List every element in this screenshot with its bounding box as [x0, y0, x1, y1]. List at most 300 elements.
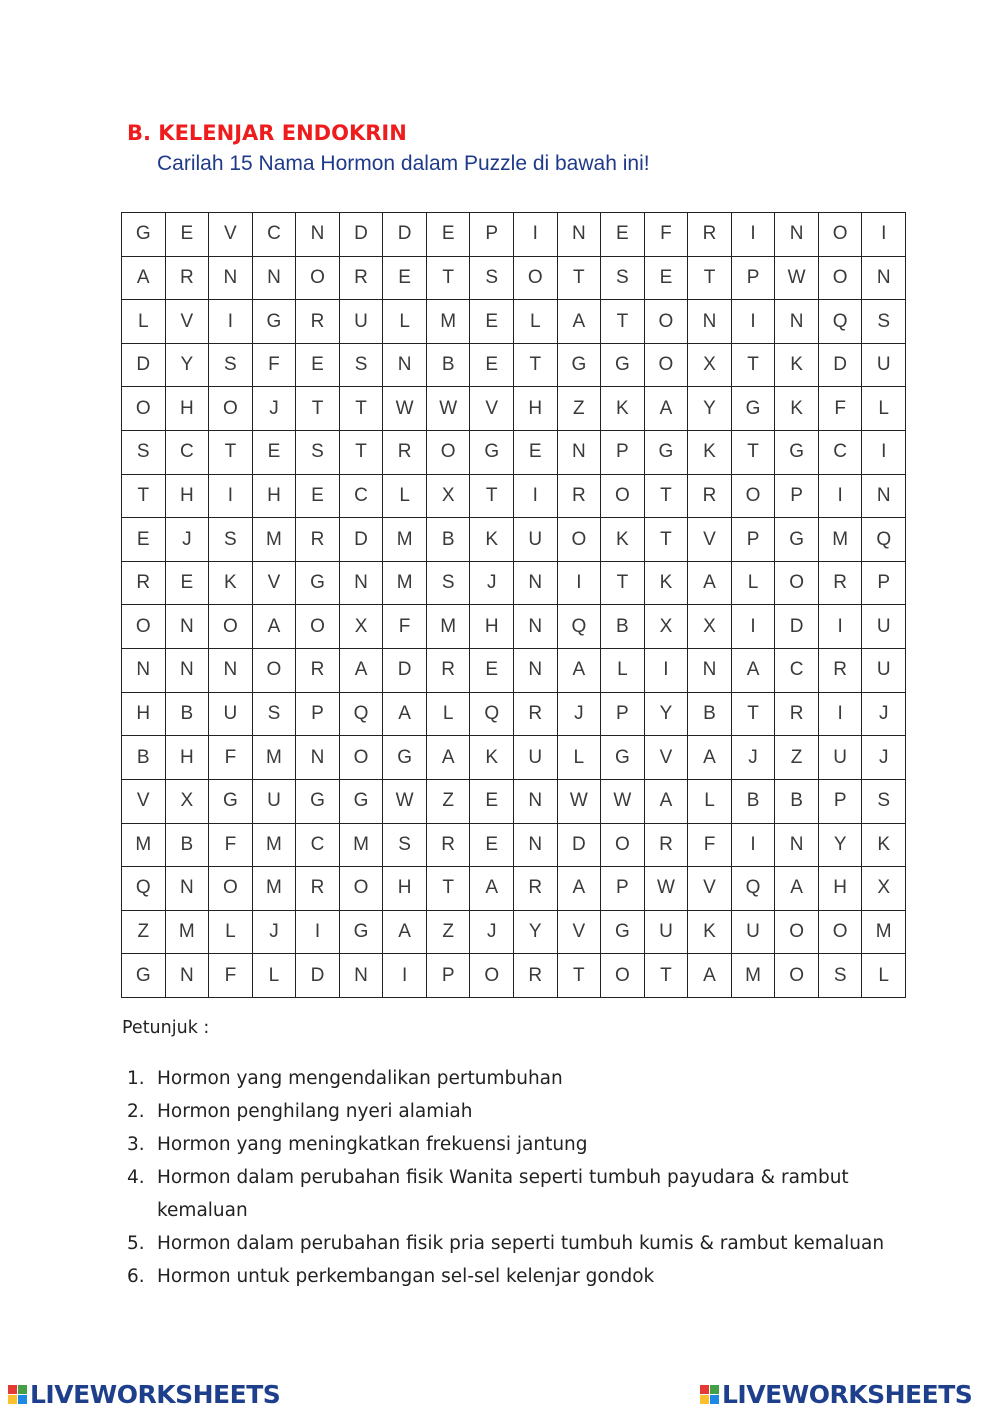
- grid-cell[interactable]: D: [122, 344, 166, 388]
- grid-cell[interactable]: F: [645, 213, 689, 257]
- grid-cell[interactable]: B: [166, 693, 210, 737]
- grid-cell[interactable]: A: [688, 562, 732, 606]
- grid-cell[interactable]: U: [732, 911, 776, 955]
- grid-cell[interactable]: E: [514, 431, 558, 475]
- grid-cell[interactable]: J: [470, 562, 514, 606]
- grid-cell[interactable]: U: [514, 518, 558, 562]
- grid-cell[interactable]: K: [209, 562, 253, 606]
- grid-cell[interactable]: B: [427, 344, 471, 388]
- grid-cell[interactable]: N: [296, 213, 340, 257]
- grid-cell[interactable]: M: [383, 562, 427, 606]
- grid-cell[interactable]: L: [253, 954, 297, 998]
- grid-cell[interactable]: S: [209, 518, 253, 562]
- grid-cell[interactable]: N: [775, 824, 819, 868]
- grid-cell[interactable]: P: [601, 693, 645, 737]
- grid-cell[interactable]: L: [862, 954, 906, 998]
- grid-cell[interactable]: V: [470, 387, 514, 431]
- grid-cell[interactable]: B: [122, 736, 166, 780]
- grid-cell[interactable]: W: [558, 780, 602, 824]
- grid-cell[interactable]: Q: [340, 693, 384, 737]
- grid-cell[interactable]: M: [340, 824, 384, 868]
- grid-cell[interactable]: N: [166, 867, 210, 911]
- grid-cell[interactable]: N: [514, 562, 558, 606]
- grid-cell[interactable]: B: [775, 780, 819, 824]
- grid-cell[interactable]: S: [427, 562, 471, 606]
- grid-cell[interactable]: L: [688, 780, 732, 824]
- grid-cell[interactable]: I: [862, 431, 906, 475]
- grid-cell[interactable]: P: [775, 475, 819, 519]
- grid-cell[interactable]: E: [470, 780, 514, 824]
- grid-cell[interactable]: G: [340, 780, 384, 824]
- grid-cell[interactable]: G: [775, 518, 819, 562]
- grid-cell[interactable]: T: [645, 954, 689, 998]
- grid-cell[interactable]: C: [819, 431, 863, 475]
- grid-cell[interactable]: R: [558, 475, 602, 519]
- grid-cell[interactable]: A: [122, 257, 166, 301]
- grid-cell[interactable]: Q: [732, 867, 776, 911]
- grid-cell[interactable]: I: [645, 649, 689, 693]
- grid-cell[interactable]: Y: [645, 693, 689, 737]
- grid-cell[interactable]: E: [645, 257, 689, 301]
- grid-cell[interactable]: S: [862, 780, 906, 824]
- grid-cell[interactable]: M: [253, 518, 297, 562]
- grid-cell[interactable]: A: [558, 300, 602, 344]
- grid-cell[interactable]: Z: [775, 736, 819, 780]
- grid-cell[interactable]: Z: [427, 911, 471, 955]
- grid-cell[interactable]: E: [166, 562, 210, 606]
- grid-cell[interactable]: G: [122, 954, 166, 998]
- grid-cell[interactable]: V: [688, 518, 732, 562]
- grid-cell[interactable]: M: [253, 824, 297, 868]
- grid-cell[interactable]: A: [775, 867, 819, 911]
- grid-cell[interactable]: W: [601, 780, 645, 824]
- grid-cell[interactable]: A: [558, 649, 602, 693]
- grid-cell[interactable]: C: [166, 431, 210, 475]
- grid-cell[interactable]: L: [383, 300, 427, 344]
- grid-cell[interactable]: K: [688, 911, 732, 955]
- grid-cell[interactable]: U: [253, 780, 297, 824]
- grid-cell[interactable]: F: [209, 736, 253, 780]
- grid-cell[interactable]: R: [819, 649, 863, 693]
- grid-cell[interactable]: R: [688, 475, 732, 519]
- footer-logo-right[interactable]: [700, 1380, 972, 1409]
- grid-cell[interactable]: A: [383, 911, 427, 955]
- grid-cell[interactable]: R: [296, 649, 340, 693]
- grid-cell[interactable]: Q: [862, 518, 906, 562]
- grid-cell[interactable]: G: [296, 780, 340, 824]
- grid-cell[interactable]: B: [427, 518, 471, 562]
- grid-cell[interactable]: L: [601, 649, 645, 693]
- grid-cell[interactable]: E: [296, 344, 340, 388]
- grid-cell[interactable]: I: [296, 911, 340, 955]
- grid-cell[interactable]: C: [296, 824, 340, 868]
- grid-cell[interactable]: G: [601, 344, 645, 388]
- grid-cell[interactable]: V: [209, 213, 253, 257]
- grid-cell[interactable]: A: [645, 780, 689, 824]
- grid-cell[interactable]: O: [601, 475, 645, 519]
- grid-cell[interactable]: H: [166, 736, 210, 780]
- grid-cell[interactable]: N: [253, 257, 297, 301]
- grid-cell[interactable]: M: [122, 824, 166, 868]
- grid-cell[interactable]: F: [383, 605, 427, 649]
- grid-cell[interactable]: U: [645, 911, 689, 955]
- grid-cell[interactable]: P: [732, 518, 776, 562]
- grid-cell[interactable]: N: [862, 475, 906, 519]
- grid-cell[interactable]: O: [296, 605, 340, 649]
- grid-cell[interactable]: O: [775, 562, 819, 606]
- grid-cell[interactable]: E: [470, 649, 514, 693]
- grid-cell[interactable]: R: [296, 518, 340, 562]
- grid-cell[interactable]: K: [601, 518, 645, 562]
- grid-cell[interactable]: Q: [122, 867, 166, 911]
- footer-logo-left[interactable]: [8, 1380, 280, 1409]
- grid-cell[interactable]: T: [645, 475, 689, 519]
- grid-cell[interactable]: K: [470, 518, 514, 562]
- grid-cell[interactable]: O: [819, 213, 863, 257]
- grid-cell[interactable]: F: [209, 954, 253, 998]
- grid-cell[interactable]: W: [383, 387, 427, 431]
- grid-cell[interactable]: A: [427, 736, 471, 780]
- grid-cell[interactable]: I: [383, 954, 427, 998]
- grid-cell[interactable]: Q: [819, 300, 863, 344]
- grid-cell[interactable]: U: [862, 649, 906, 693]
- grid-cell[interactable]: N: [514, 605, 558, 649]
- grid-cell[interactable]: I: [732, 213, 776, 257]
- grid-cell[interactable]: O: [340, 867, 384, 911]
- grid-cell[interactable]: C: [775, 649, 819, 693]
- grid-cell[interactable]: I: [209, 300, 253, 344]
- grid-cell[interactable]: T: [601, 300, 645, 344]
- grid-cell[interactable]: V: [122, 780, 166, 824]
- grid-cell[interactable]: R: [514, 867, 558, 911]
- grid-cell[interactable]: G: [253, 300, 297, 344]
- grid-cell[interactable]: T: [427, 867, 471, 911]
- grid-cell[interactable]: R: [514, 954, 558, 998]
- grid-cell[interactable]: I: [732, 605, 776, 649]
- grid-cell[interactable]: J: [558, 693, 602, 737]
- grid-cell[interactable]: X: [645, 605, 689, 649]
- grid-cell[interactable]: N: [862, 257, 906, 301]
- grid-cell[interactable]: K: [645, 562, 689, 606]
- grid-cell[interactable]: T: [122, 475, 166, 519]
- grid-cell[interactable]: I: [514, 475, 558, 519]
- grid-cell[interactable]: R: [645, 824, 689, 868]
- grid-cell[interactable]: T: [688, 257, 732, 301]
- grid-cell[interactable]: G: [601, 911, 645, 955]
- grid-cell[interactable]: O: [122, 605, 166, 649]
- grid-cell[interactable]: M: [166, 911, 210, 955]
- grid-cell[interactable]: F: [688, 824, 732, 868]
- grid-cell[interactable]: N: [166, 605, 210, 649]
- grid-cell[interactable]: O: [645, 344, 689, 388]
- grid-cell[interactable]: X: [688, 605, 732, 649]
- grid-cell[interactable]: Y: [514, 911, 558, 955]
- grid-cell[interactable]: D: [340, 518, 384, 562]
- grid-cell[interactable]: D: [340, 213, 384, 257]
- grid-cell[interactable]: T: [558, 257, 602, 301]
- grid-cell[interactable]: N: [122, 649, 166, 693]
- grid-cell[interactable]: S: [601, 257, 645, 301]
- grid-cell[interactable]: H: [166, 387, 210, 431]
- grid-cell[interactable]: D: [383, 213, 427, 257]
- grid-cell[interactable]: K: [775, 387, 819, 431]
- grid-cell[interactable]: O: [209, 605, 253, 649]
- grid-cell[interactable]: N: [775, 213, 819, 257]
- grid-cell[interactable]: X: [166, 780, 210, 824]
- grid-cell[interactable]: S: [470, 257, 514, 301]
- grid-cell[interactable]: J: [732, 736, 776, 780]
- grid-cell[interactable]: A: [688, 736, 732, 780]
- grid-cell[interactable]: T: [601, 562, 645, 606]
- grid-cell[interactable]: D: [296, 954, 340, 998]
- grid-cell[interactable]: B: [732, 780, 776, 824]
- grid-cell[interactable]: G: [296, 562, 340, 606]
- grid-cell[interactable]: I: [819, 475, 863, 519]
- grid-cell[interactable]: O: [209, 387, 253, 431]
- grid-cell[interactable]: H: [514, 387, 558, 431]
- grid-cell[interactable]: F: [819, 387, 863, 431]
- grid-cell[interactable]: X: [340, 605, 384, 649]
- grid-cell[interactable]: T: [558, 954, 602, 998]
- grid-cell[interactable]: O: [514, 257, 558, 301]
- grid-cell[interactable]: P: [819, 780, 863, 824]
- grid-cell[interactable]: X: [862, 867, 906, 911]
- grid-cell[interactable]: E: [296, 475, 340, 519]
- grid-cell[interactable]: Z: [122, 911, 166, 955]
- grid-cell[interactable]: M: [383, 518, 427, 562]
- grid-cell[interactable]: W: [383, 780, 427, 824]
- grid-cell[interactable]: P: [296, 693, 340, 737]
- grid-cell[interactable]: R: [122, 562, 166, 606]
- grid-cell[interactable]: O: [253, 649, 297, 693]
- grid-cell[interactable]: F: [253, 344, 297, 388]
- grid-cell[interactable]: G: [732, 387, 776, 431]
- grid-cell[interactable]: O: [819, 257, 863, 301]
- grid-cell[interactable]: G: [558, 344, 602, 388]
- grid-cell[interactable]: I: [819, 605, 863, 649]
- grid-cell[interactable]: A: [470, 867, 514, 911]
- grid-cell[interactable]: P: [470, 213, 514, 257]
- grid-cell[interactable]: D: [383, 649, 427, 693]
- grid-cell[interactable]: O: [775, 911, 819, 955]
- grid-cell[interactable]: T: [645, 518, 689, 562]
- grid-cell[interactable]: M: [427, 300, 471, 344]
- grid-cell[interactable]: D: [775, 605, 819, 649]
- grid-cell[interactable]: S: [862, 300, 906, 344]
- grid-cell[interactable]: P: [427, 954, 471, 998]
- grid-cell[interactable]: R: [427, 824, 471, 868]
- grid-cell[interactable]: N: [558, 431, 602, 475]
- grid-cell[interactable]: W: [427, 387, 471, 431]
- grid-cell[interactable]: O: [819, 911, 863, 955]
- grid-cell[interactable]: W: [645, 867, 689, 911]
- grid-cell[interactable]: A: [340, 649, 384, 693]
- grid-cell[interactable]: S: [209, 344, 253, 388]
- grid-cell[interactable]: O: [601, 954, 645, 998]
- grid-cell[interactable]: O: [732, 475, 776, 519]
- grid-cell[interactable]: N: [688, 649, 732, 693]
- grid-cell[interactable]: A: [732, 649, 776, 693]
- grid-cell[interactable]: L: [383, 475, 427, 519]
- grid-cell[interactable]: N: [166, 954, 210, 998]
- grid-cell[interactable]: E: [253, 431, 297, 475]
- grid-cell[interactable]: H: [253, 475, 297, 519]
- grid-cell[interactable]: S: [819, 954, 863, 998]
- grid-cell[interactable]: N: [209, 649, 253, 693]
- grid-cell[interactable]: C: [340, 475, 384, 519]
- grid-cell[interactable]: U: [819, 736, 863, 780]
- grid-cell[interactable]: O: [601, 824, 645, 868]
- grid-cell[interactable]: R: [688, 213, 732, 257]
- grid-cell[interactable]: O: [775, 954, 819, 998]
- grid-cell[interactable]: Q: [558, 605, 602, 649]
- grid-cell[interactable]: L: [732, 562, 776, 606]
- grid-cell[interactable]: T: [296, 387, 340, 431]
- grid-cell[interactable]: B: [166, 824, 210, 868]
- grid-cell[interactable]: O: [296, 257, 340, 301]
- grid-cell[interactable]: Z: [427, 780, 471, 824]
- grid-cell[interactable]: L: [862, 387, 906, 431]
- grid-cell[interactable]: P: [732, 257, 776, 301]
- grid-cell[interactable]: R: [427, 649, 471, 693]
- grid-cell[interactable]: N: [209, 257, 253, 301]
- grid-cell[interactable]: J: [470, 911, 514, 955]
- grid-cell[interactable]: T: [340, 431, 384, 475]
- grid-cell[interactable]: K: [775, 344, 819, 388]
- grid-cell[interactable]: I: [514, 213, 558, 257]
- grid-cell[interactable]: O: [340, 736, 384, 780]
- grid-cell[interactable]: N: [383, 344, 427, 388]
- grid-cell[interactable]: K: [470, 736, 514, 780]
- grid-cell[interactable]: G: [645, 431, 689, 475]
- grid-cell[interactable]: V: [645, 736, 689, 780]
- grid-cell[interactable]: S: [253, 693, 297, 737]
- grid-cell[interactable]: H: [819, 867, 863, 911]
- grid-cell[interactable]: E: [383, 257, 427, 301]
- grid-cell[interactable]: S: [383, 824, 427, 868]
- grid-cell[interactable]: R: [296, 300, 340, 344]
- grid-cell[interactable]: L: [122, 300, 166, 344]
- grid-cell[interactable]: Y: [688, 387, 732, 431]
- grid-cell[interactable]: L: [514, 300, 558, 344]
- grid-cell[interactable]: S: [340, 344, 384, 388]
- grid-cell[interactable]: B: [601, 605, 645, 649]
- grid-cell[interactable]: S: [122, 431, 166, 475]
- grid-cell[interactable]: Q: [470, 693, 514, 737]
- grid-cell[interactable]: T: [427, 257, 471, 301]
- grid-cell[interactable]: T: [732, 693, 776, 737]
- grid-cell[interactable]: E: [470, 824, 514, 868]
- grid-cell[interactable]: N: [514, 649, 558, 693]
- grid-cell[interactable]: M: [253, 867, 297, 911]
- grid-cell[interactable]: N: [688, 300, 732, 344]
- grid-cell[interactable]: M: [253, 736, 297, 780]
- grid-cell[interactable]: B: [688, 693, 732, 737]
- grid-cell[interactable]: N: [558, 213, 602, 257]
- grid-cell[interactable]: G: [601, 736, 645, 780]
- grid-cell[interactable]: U: [514, 736, 558, 780]
- grid-cell[interactable]: G: [383, 736, 427, 780]
- grid-cell[interactable]: R: [383, 431, 427, 475]
- grid-cell[interactable]: R: [340, 257, 384, 301]
- grid-cell[interactable]: U: [209, 693, 253, 737]
- grid-cell[interactable]: E: [470, 300, 514, 344]
- grid-cell[interactable]: G: [470, 431, 514, 475]
- grid-cell[interactable]: V: [558, 911, 602, 955]
- grid-cell[interactable]: N: [514, 824, 558, 868]
- grid-cell[interactable]: N: [340, 954, 384, 998]
- grid-cell[interactable]: O: [122, 387, 166, 431]
- grid-cell[interactable]: N: [340, 562, 384, 606]
- grid-cell[interactable]: T: [732, 431, 776, 475]
- grid-cell[interactable]: L: [558, 736, 602, 780]
- grid-cell[interactable]: Z: [558, 387, 602, 431]
- grid-cell[interactable]: U: [340, 300, 384, 344]
- grid-cell[interactable]: G: [209, 780, 253, 824]
- grid-cell[interactable]: K: [862, 824, 906, 868]
- grid-cell[interactable]: N: [775, 300, 819, 344]
- grid-cell[interactable]: V: [688, 867, 732, 911]
- grid-cell[interactable]: J: [253, 911, 297, 955]
- grid-cell[interactable]: A: [253, 605, 297, 649]
- grid-cell[interactable]: N: [166, 649, 210, 693]
- grid-cell[interactable]: R: [296, 867, 340, 911]
- grid-cell[interactable]: N: [514, 780, 558, 824]
- grid-cell[interactable]: M: [732, 954, 776, 998]
- grid-cell[interactable]: E: [601, 213, 645, 257]
- grid-cell[interactable]: R: [166, 257, 210, 301]
- grid-cell[interactable]: F: [209, 824, 253, 868]
- grid-cell[interactable]: E: [166, 213, 210, 257]
- grid-cell[interactable]: G: [775, 431, 819, 475]
- grid-cell[interactable]: V: [253, 562, 297, 606]
- grid-cell[interactable]: V: [166, 300, 210, 344]
- grid-cell[interactable]: H: [166, 475, 210, 519]
- grid-cell[interactable]: L: [427, 693, 471, 737]
- grid-cell[interactable]: M: [819, 518, 863, 562]
- grid-cell[interactable]: D: [819, 344, 863, 388]
- grid-cell[interactable]: A: [383, 693, 427, 737]
- grid-cell[interactable]: G: [122, 213, 166, 257]
- grid-cell[interactable]: X: [688, 344, 732, 388]
- grid-cell[interactable]: O: [427, 431, 471, 475]
- grid-cell[interactable]: L: [209, 911, 253, 955]
- grid-cell[interactable]: C: [253, 213, 297, 257]
- grid-cell[interactable]: T: [209, 431, 253, 475]
- grid-cell[interactable]: T: [732, 344, 776, 388]
- grid-cell[interactable]: K: [688, 431, 732, 475]
- grid-cell[interactable]: E: [122, 518, 166, 562]
- grid-cell[interactable]: J: [862, 736, 906, 780]
- grid-cell[interactable]: T: [514, 344, 558, 388]
- grid-cell[interactable]: Y: [819, 824, 863, 868]
- grid-cell[interactable]: P: [601, 431, 645, 475]
- grid-cell[interactable]: T: [470, 475, 514, 519]
- grid-cell[interactable]: A: [645, 387, 689, 431]
- grid-cell[interactable]: U: [862, 605, 906, 649]
- grid-cell[interactable]: A: [558, 867, 602, 911]
- grid-cell[interactable]: J: [862, 693, 906, 737]
- grid-cell[interactable]: T: [340, 387, 384, 431]
- grid-cell[interactable]: Y: [166, 344, 210, 388]
- grid-cell[interactable]: E: [470, 344, 514, 388]
- grid-cell[interactable]: A: [688, 954, 732, 998]
- grid-cell[interactable]: R: [514, 693, 558, 737]
- grid-cell[interactable]: P: [862, 562, 906, 606]
- grid-cell[interactable]: J: [253, 387, 297, 431]
- grid-cell[interactable]: X: [427, 475, 471, 519]
- grid-cell[interactable]: G: [340, 911, 384, 955]
